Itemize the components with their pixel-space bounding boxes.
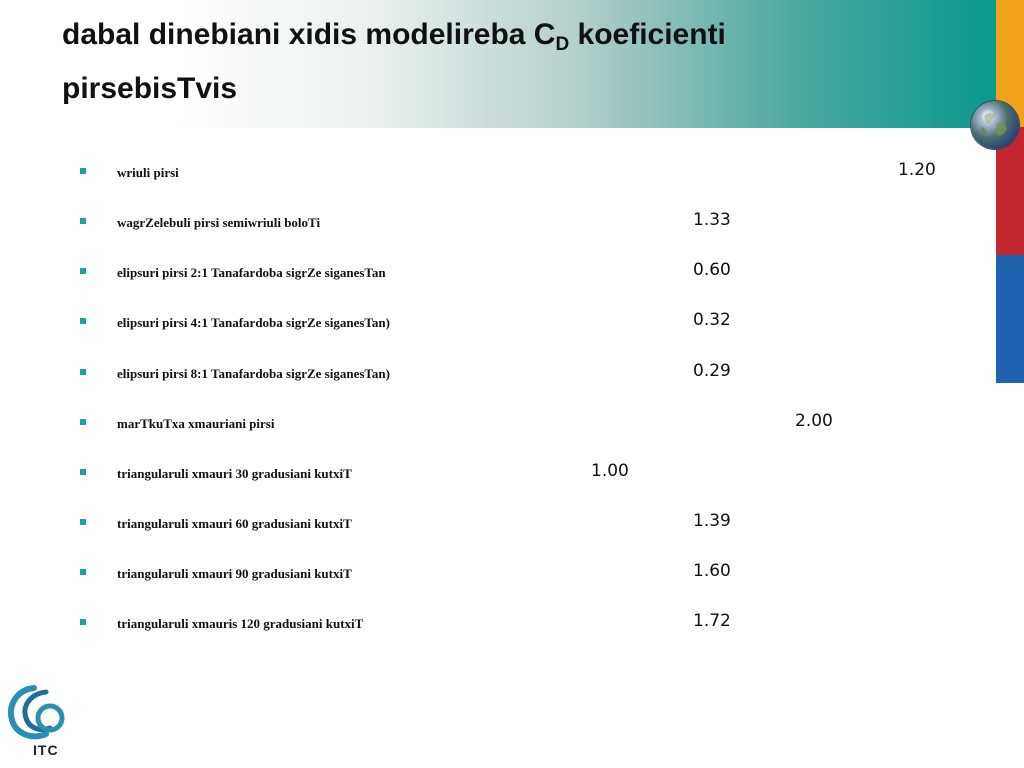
- list-item: [0, 210, 1000, 234]
- item-value: 1.39: [693, 511, 731, 531]
- item-value: 2.00: [795, 411, 833, 431]
- item-label: triangularuli xmauri 30 gradusiani kutxiT: [117, 466, 352, 481]
- bullet-marker: [80, 268, 86, 274]
- list-item: [0, 160, 1000, 184]
- itc-logo-text: ITC: [33, 742, 59, 758]
- list-item: [0, 361, 1000, 385]
- list-item: [0, 511, 1000, 535]
- bullet-marker: [80, 218, 86, 224]
- item-value: 1.00: [591, 461, 629, 481]
- item-value: 1.20: [898, 160, 936, 180]
- item-label: elipsuri pirsi 4:1 Tanafardoba sigrZe siganesTan): [117, 315, 390, 330]
- title-subscript: D: [555, 34, 570, 55]
- title-text-line2: pirsebisTvis: [62, 72, 238, 105]
- item-label: wagrZelebuli pirsi semiwriuli boloTi: [117, 215, 321, 230]
- bullet-marker: [80, 318, 86, 324]
- list-item: [0, 611, 1000, 635]
- bullet-marker: [80, 519, 86, 525]
- item-value: 0.32: [693, 310, 731, 330]
- bullet-marker: [80, 369, 86, 375]
- bullet-marker: [80, 569, 86, 575]
- item-value: 0.29: [693, 361, 731, 381]
- item-label: triangularuli xmauri 90 gradusiani kutxiT: [117, 566, 352, 581]
- list-item: [0, 260, 1000, 284]
- item-label: triangularuli xmauri 60 gradusiani kutxiT: [117, 516, 352, 531]
- item-label: wriuli pirsi: [117, 165, 179, 180]
- bullet-marker: [80, 619, 86, 625]
- item-label: triangularuli xmauris 120 gradusiani kutxiT: [117, 616, 364, 631]
- list-item: [0, 561, 1000, 585]
- item-label: marTkuTxa xmauriani pirsi: [117, 416, 275, 431]
- list-item: [0, 310, 1000, 334]
- bullet-marker: [80, 419, 86, 425]
- list-item: [0, 461, 1000, 485]
- item-value: 1.72: [693, 611, 731, 631]
- item-value: 0.60: [693, 260, 731, 280]
- title-text-part1: dabal dinebiani xidis modelireba C: [62, 18, 556, 51]
- item-value: 1.60: [693, 561, 731, 581]
- item-value: 1.33: [693, 210, 731, 230]
- title-text-part2: koeficienti: [569, 18, 726, 51]
- bullet-marker: [80, 469, 86, 475]
- item-label: elipsuri pirsi 8:1 Tanafardoba sigrZe siganesTan): [117, 366, 390, 381]
- item-label: elipsuri pirsi 2:1 Tanafardoba sigrZe siganesTan: [117, 265, 386, 280]
- bullet-marker: [80, 168, 86, 174]
- list-item: [0, 411, 1000, 435]
